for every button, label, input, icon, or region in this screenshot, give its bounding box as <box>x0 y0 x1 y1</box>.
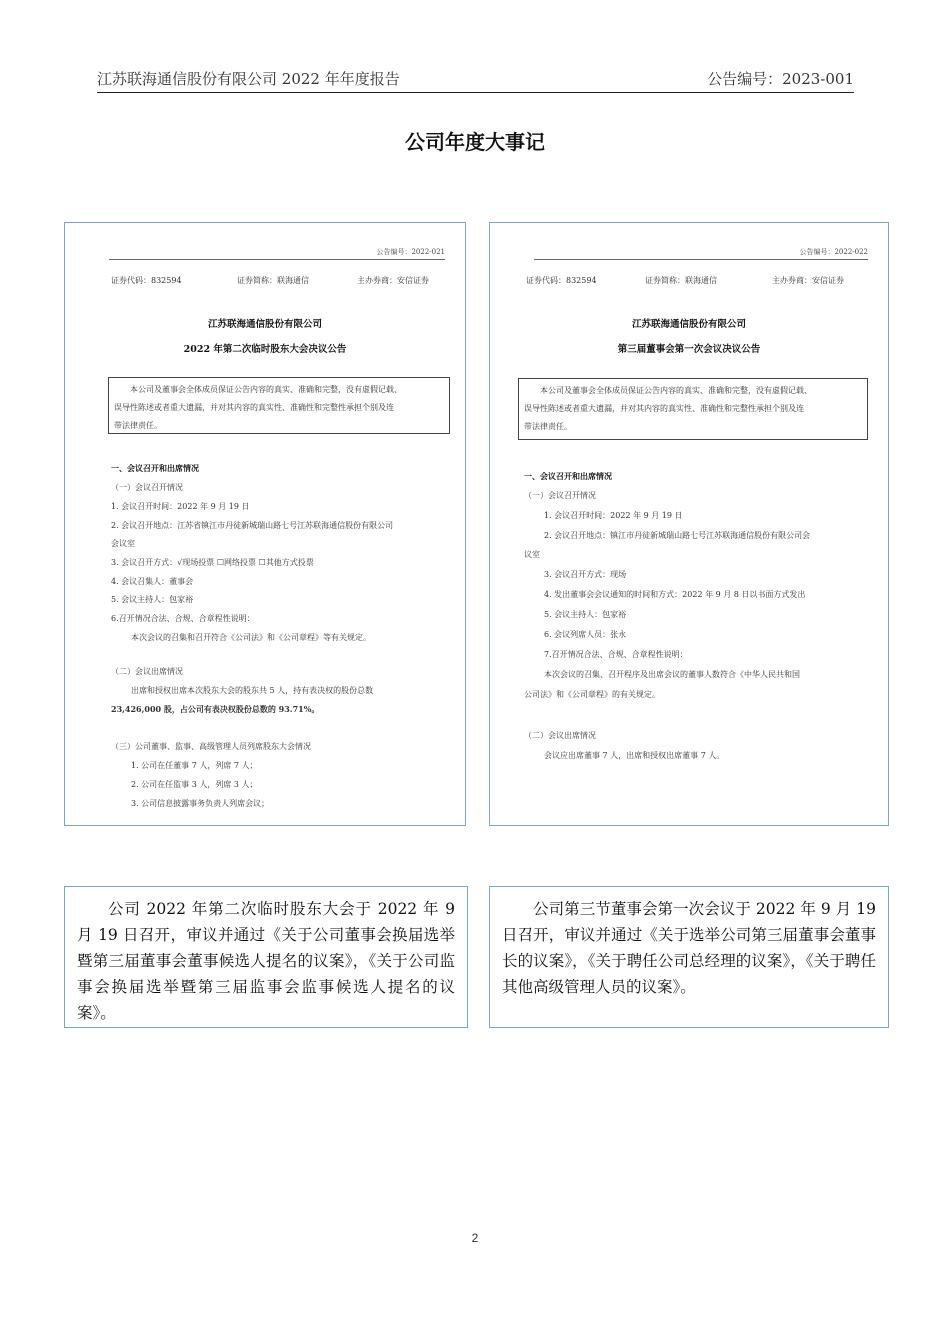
doc-header-rule <box>109 259 445 260</box>
sponsor: 主办券商：安信证券 <box>772 276 844 285</box>
doc-item: 1. 会议召开时间：2022 年 9 月 19 日 <box>111 502 250 511</box>
attendance-line: 23,426,000 股，占公司有表决权股份总数的 93.71%。 <box>111 704 320 714</box>
subsection-heading: （一）会议召开情况 <box>524 491 596 500</box>
page-number: 2 <box>471 1231 479 1245</box>
sponsor: 主办券商：安信证券 <box>357 276 429 285</box>
scanned-announcement-left <box>64 222 466 826</box>
doc-item: 4. 会议召集人：董事会 <box>111 577 194 586</box>
summary-box-right <box>489 886 889 1028</box>
notice-line: 误导性陈述或者重大遗漏，并对其内容的真实性、准确性和完整性承担个别及连 <box>524 404 804 413</box>
doc-item: 本次会议的召集和召开符合《公司法》和《公司章程》等有关规定。 <box>131 633 371 642</box>
attendance-line: 出席和授权出席本次股东大会的股东共 5 人，持有表决权的股份总数 <box>131 686 374 695</box>
doc-title: 第三届董事会第一次会议决议公告 <box>617 344 761 355</box>
doc-item: 3. 会议召开方式：现场 <box>544 570 627 579</box>
doc-item: 5. 会议主持人：包家裕 <box>111 595 194 604</box>
doc-item: 会议室 <box>111 539 135 548</box>
doc-number: 公告编号：2022-022 <box>799 248 868 256</box>
summary-text: 公司第三节董事会第一次会议于 2022 年 9 月 19 日召开，审议并通过《关于选举公司第三届董事会董事长的议案》，《关于聘任公司总经理的议案》，《关于聘任其他高级管理人员的议案》。 <box>502 900 876 996</box>
doc-item: 6.召开情况合法、合规、合章程性说明： <box>111 614 255 623</box>
doc-body <box>111 461 451 821</box>
scanned-announcement-right <box>489 222 889 826</box>
subsection-heading: （二）会议出席情况 <box>524 731 596 740</box>
subsection-heading: （二）会议出席情况 <box>111 667 183 676</box>
attendance-line: 会议应出席董事 7 人，出席和授权出席董事 7 人。 <box>544 751 725 760</box>
doc-item: 议室 <box>524 550 540 559</box>
notice-box <box>108 377 450 434</box>
doc-item: 本次会议的召集、召开程序及出席会议的董事人数符合《中华人民共和国 <box>544 670 800 679</box>
doc-item: 6. 会议列席人员：张永 <box>544 630 627 639</box>
security-code: 证券代码：832594 <box>111 276 182 285</box>
doc-item: 1. 公司在任董事 7 人，列席 7 人； <box>131 761 258 770</box>
doc-item: 2. 会议召开地点：镇江市丹徒新城瑞山路七号江苏联海通信股份有限公司会 <box>544 531 811 540</box>
doc-header-rule <box>534 259 868 260</box>
security-name: 证券简称：联海通信 <box>645 276 717 285</box>
doc-title: 2022 年第二次临时股东大会决议公告 <box>183 344 347 355</box>
notice-line: 误导性陈述或者重大遗漏，并对其内容的真实性、准确性和完整性承担个别及连 <box>114 403 394 412</box>
doc-item: 公司法》和《公司章程》的有关规定。 <box>524 690 660 699</box>
page-title: 公司年度大事记 <box>405 130 545 154</box>
doc-company: 江苏联海通信股份有限公司 <box>631 319 746 330</box>
section-heading: 一、会议召开和出席情况 <box>111 463 199 473</box>
doc-item: 5. 会议主持人：包家裕 <box>544 610 627 619</box>
summary-text: 公司 2022 年第二次临时股东大会于 2022 年 9 月 19 日召开，审议并通过《关于公司董事会换届选举暨第三届董事会董事候选人提名的议案》，《关于公司监事会换届选举暨第三届监事会监事候选人提名的议案》。 <box>77 900 455 1022</box>
doc-item: 3. 公司信息披露事务负责人列席会议； <box>131 799 270 808</box>
notice-line: 本公司及董事会全体成员保证公告内容的真实、准确和完整，没有虚假记载、 <box>540 386 812 395</box>
doc-number: 公告编号：2022-021 <box>376 248 445 256</box>
section-heading: 一、会议召开和出席情况 <box>524 471 612 481</box>
doc-item: 7.召开情况合法、合规、合章程性说明： <box>544 650 688 659</box>
doc-item: 1. 会议召开时间：2022 年 9 月 19 日 <box>544 511 683 520</box>
report-title: 江苏联海通信股份有限公司 2022 年年度报告 <box>97 70 400 88</box>
announcement-number: 公告编号：2023-001 <box>707 70 854 88</box>
doc-body <box>524 469 874 819</box>
security-code: 证券代码：832594 <box>526 276 597 285</box>
doc-company: 江苏联海通信股份有限公司 <box>207 319 322 330</box>
doc-item: 4. 发出董事会会议通知的时间和方式：2022 年 9 月 8 日以书面方式发出 <box>544 590 806 599</box>
notice-line: 带法律责任。 <box>524 422 572 431</box>
summary-box-left <box>64 886 468 1028</box>
subsection-heading: （三）公司董事、监事、高级管理人员列席股东大会情况 <box>111 742 311 751</box>
notice-box <box>518 378 868 440</box>
page-header <box>97 66 854 93</box>
notice-line: 带法律责任。 <box>114 421 162 430</box>
doc-item: 2. 公司在任监事 3 人，列席 3 人； <box>131 780 258 789</box>
subsection-heading: （一）会议召开情况 <box>111 483 183 492</box>
doc-item: 2. 会议召开地点：江苏省镇江市丹徒新城瑞山路七号江苏联海通信股份有限公司 <box>111 521 394 530</box>
doc-item: 3. 会议召开方式：√现场投票 ☐网络投票 ☐其他方式投票 <box>111 558 314 567</box>
notice-line: 本公司及董事会全体成员保证公告内容的真实、准确和完整，没有虚假记载、 <box>130 385 402 394</box>
security-name: 证券简称：联海通信 <box>237 276 309 285</box>
